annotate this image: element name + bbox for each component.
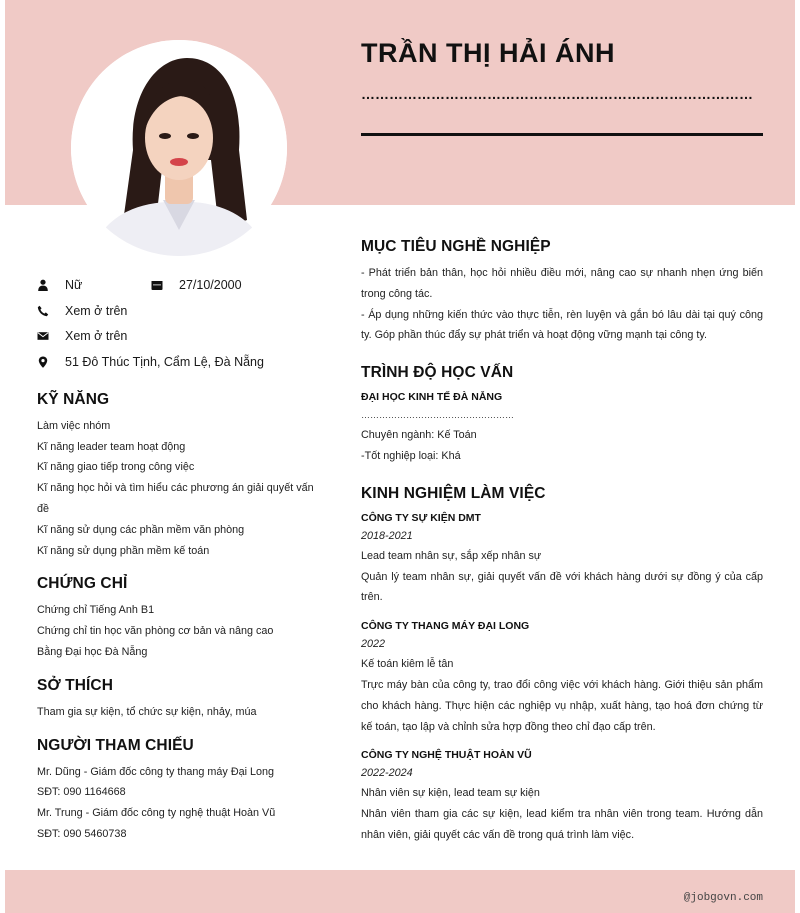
job-company: CÔNG TY THANG MÁY ĐẠI LONG	[361, 620, 530, 633]
skills-title: KỸ NĂNG	[37, 390, 110, 408]
job-period: 2022	[361, 638, 386, 651]
job-description: Nhân viên tham gia các sự kiện, lead kiểm tra nhân viên trong team. Hướng dẫn nhân viên, giải quyết các vấn đề trong quá trình làm việc.	[361, 808, 763, 841]
job-description: Quản lý team nhân sự, giải quyết vấn đề với khách hàng dưới sự đồng ý của cấp trên.	[361, 570, 763, 604]
school-name: ĐẠI HỌC KINH TẾ ĐÀ NẴNG	[361, 391, 503, 404]
job-entry	[361, 618, 763, 737]
education-title: TRÌNH ĐỘ HỌC VẤN	[361, 364, 514, 382]
hobbies-title: SỞ THÍCH	[37, 676, 114, 694]
gender-birthdate-row	[37, 272, 327, 298]
portrait-image	[71, 40, 287, 256]
list-item: Chứng chỉ tin học văn phòng cơ bản và nâng cao	[37, 625, 274, 638]
job-period: 2022-2024	[361, 767, 413, 780]
profile-photo	[71, 40, 287, 256]
education-grade: -Tốt nghiệp loại: Khá	[361, 449, 461, 462]
list-item: Chứng chỉ Tiếng Anh B1	[37, 604, 155, 617]
objective-title: MỤC TIÊU NGHỀ NGHIỆP	[361, 238, 551, 255]
experience-title: KINH NGHIỆM LÀM VIỆC	[361, 484, 546, 502]
objective-paragraph: - Phát triển bản thân, học hỏi nhiều điều mới, nâng cao sự nhanh nhẹn ứng biến trong công tác.	[361, 267, 763, 300]
experience-section	[361, 485, 763, 846]
list-item: Mr. Trung - Giám đốc công ty nghệ thuật Hoàn Vũ	[37, 807, 276, 820]
certificates-title: CHỨNG CHỈ	[37, 575, 128, 593]
job-role: Kế toán kiêm lễ tân	[361, 658, 454, 671]
cv-page	[5, 0, 795, 913]
job-entry	[361, 510, 763, 608]
footer-band	[5, 870, 795, 913]
job-company: CÔNG TY NGHỆ THUẬT HOÀN VŨ	[361, 749, 532, 762]
phone-value: Xem ở trên	[65, 303, 128, 318]
mail-icon	[37, 330, 49, 342]
certificates-section	[37, 575, 327, 662]
education-section	[361, 364, 763, 467]
job-description: Trực máy bàn của công ty, trao đổi công việc với khách hàng. Giới thiệu sản phẩm cho khách hàng. Thực hiện các nghiệp vụ nhập, xuất hàng, tạo hoá đơn chứng từ kế toán, tạo lập và chỉnh sửa hợp đồng theo chỉ đạo cấp trên.	[361, 678, 763, 733]
list-item: Tham gia sự kiện, tổ chức sự kiện, nhảy, múa	[37, 705, 257, 718]
job-entry	[361, 747, 763, 845]
list-item: SĐT: 090 5460738	[37, 827, 127, 840]
right-column	[361, 238, 763, 864]
person-icon	[37, 279, 49, 291]
skills-section	[37, 391, 327, 562]
email-row	[37, 323, 327, 349]
list-item: Kĩ năng giao tiếp trong công việc	[37, 461, 195, 474]
list-item: Bằng Đại học Đà Nẵng	[37, 645, 148, 658]
address-value: 51 Đô Thúc Tịnh, Cẩm Lệ, Đà Nẵng	[65, 354, 264, 369]
list-item: Mr. Dũng - Giám đốc công ty thang máy Đại Long	[37, 765, 275, 778]
gender-value: Nữ	[65, 277, 83, 292]
references-section	[37, 737, 327, 845]
objective-section	[361, 238, 763, 346]
email-value: Xem ở trên	[65, 329, 128, 344]
education-dots: ……………………………………………	[361, 410, 514, 421]
candidate-name: TRẦN THỊ HẢI ÁNH	[361, 38, 615, 68]
calendar-icon	[151, 279, 163, 291]
phone-icon	[37, 305, 49, 317]
job-period: 2018-2021	[361, 529, 413, 542]
name-subtitle-dots: …………………………………………………………………………	[361, 86, 753, 102]
birthdate-value: 27/10/2000	[179, 277, 242, 292]
references-title: NGƯỜI THAM CHIẾU	[37, 736, 194, 754]
job-company: CÔNG TY SỰ KIỆN DMT	[361, 511, 481, 524]
list-item: Kĩ năng sử dụng các phần mềm văn phòng	[37, 523, 245, 536]
list-item: Kĩ năng sử dụng phần mềm kế toán	[37, 544, 210, 557]
name-underline	[361, 133, 763, 136]
job-role: Nhân viên sự kiện, lead team sự kiện	[361, 787, 540, 800]
job-role: Lead team nhân sự, sắp xếp nhân sự	[361, 549, 542, 562]
left-column	[37, 272, 327, 845]
phone-row	[37, 298, 327, 324]
list-item: Kĩ năng học hỏi và tìm hiểu các phương án giải quyết vấn đề	[37, 482, 314, 515]
list-item: SĐT: 090 1164668	[37, 786, 126, 799]
education-major: Chuyên ngành: Kế Toán	[361, 429, 477, 442]
hobbies-section	[37, 677, 327, 723]
objective-paragraph: - Áp dụng những kiến thức vào thực tiễn, rèn luyện và gắn bó lâu dài tại quý công ty. Góp phần thúc đẩy sự phát triển và hoạt động vững mạnh tại công ty.	[361, 308, 763, 342]
list-item: Làm việc nhóm	[37, 419, 111, 432]
address-row	[37, 349, 327, 375]
location-pin-icon	[37, 356, 49, 368]
footer-watermark: @jobgovn.com	[683, 892, 763, 904]
list-item: Kĩ năng leader team hoạt động	[37, 440, 186, 453]
